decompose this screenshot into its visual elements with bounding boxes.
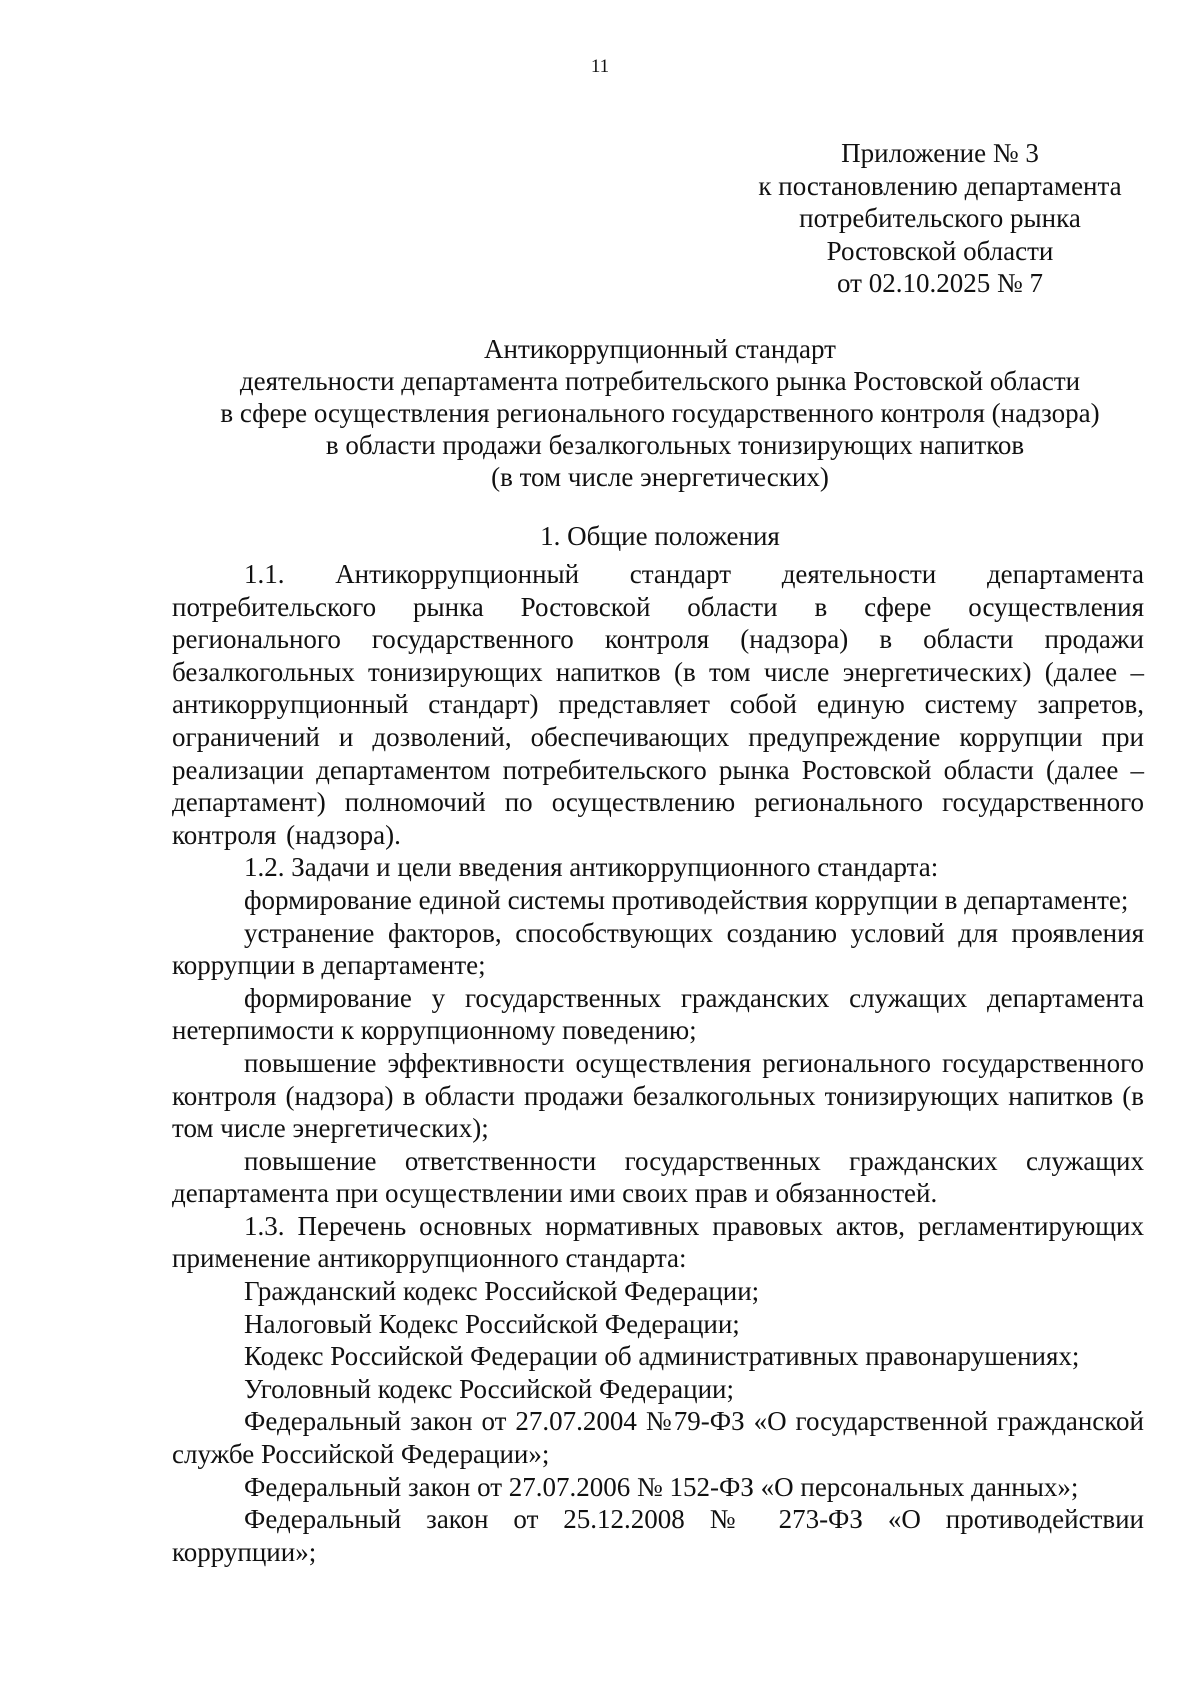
document-body [172, 558, 1144, 1568]
list-item: повышение ответственности государственных гражданских служащих департамента при осуществлении ими своих прав и обязанностей. [172, 1145, 1144, 1209]
legal-act-item: Кодекс Российской Федерации об административных правонарушениях; [244, 1341, 1080, 1372]
appendix-line: потребительского рынка [799, 203, 1081, 233]
page-number: 11 [590, 56, 610, 77]
list-item: устранение факторов, способствующих созданию условий для проявления коррупции в департаменте; [172, 917, 1144, 981]
list-item: повышение эффективности осуществления регионального государственного контроля (надзора) в области продажи безалкогольных тонизирующих напитков (в том числе энергетических); [172, 1047, 1144, 1144]
legal-act-item: Федеральный закон от 27.07.2006 № 152-ФЗ «О персональных данных»; [244, 1471, 1079, 1502]
title-line: Антикоррупционный стандарт [484, 334, 836, 364]
appendix-header [700, 137, 1180, 300]
legal-act-item: Федеральный закон от 27.07.2004 №79-ФЗ «О государственной гражданской службе Российской Федерации»; [172, 1406, 1144, 1470]
section-heading: 1. Общие положения [540, 521, 780, 551]
title-line: деятельности департамента потребительского рынка Ростовской области [239, 366, 1081, 396]
appendix-line: от 02.10.2025 № 7 [837, 268, 1043, 298]
legal-act-item: Налоговый Кодекс Российской Федерации; [244, 1308, 740, 1339]
legal-act-item: Гражданский кодекс Российской Федерации; [244, 1276, 760, 1307]
legal-act-item: Федеральный закон от 25.12.2008 № 273-ФЗ «О противодействии коррупции»; [172, 1504, 1144, 1567]
list-item: формирование единой системы противодействия коррупции в департаменте; [244, 884, 1129, 915]
appendix-line: к постановлению департамента [758, 170, 1122, 201]
title-line: в сфере осуществления регионального государственного контроля (надзора) [220, 398, 1100, 428]
legal-act-item: Уголовный кодекс Российской Федерации; [244, 1373, 734, 1404]
list-item: формирование у государственных гражданских служащих департамента нетерпимости к коррупционному поведению; [172, 982, 1144, 1046]
paragraph-1-2: 1.2. Задачи и цели введения антикоррупционного стандарта: [244, 852, 939, 883]
paragraph-1-1: 1.1. Антикоррупционный стандарт деятельности департамента потребительского рынка Ростовской области в сфере осуществления регионального государственного контроля (надзора) в области продажи безалкогольных тонизирующих напитков (в том числе энергетических) (далее – антикоррупционный стандарт) представляет собой единую систему запретов, ограничений и дозволений, обеспечивающих предупреждение коррупции при реализации департаментом потребительского рынка Ростовской области (далее – департамент) полномочий по осуществлению регионального государственного контроля (надзора). [172, 559, 1144, 850]
appendix-line: Приложение № 3 [841, 138, 1039, 168]
title-line: (в том числе энергетических) [491, 462, 829, 492]
appendix-line: Ростовской области [826, 235, 1054, 266]
title-line: в области продажи безалкогольных тонизирующих напитков [325, 430, 1025, 460]
paragraph-1-3: 1.3. Перечень основных нормативных правовых актов, регламентирующих применение антикоррупционного стандарта: [172, 1210, 1144, 1274]
document-title [130, 333, 1190, 493]
